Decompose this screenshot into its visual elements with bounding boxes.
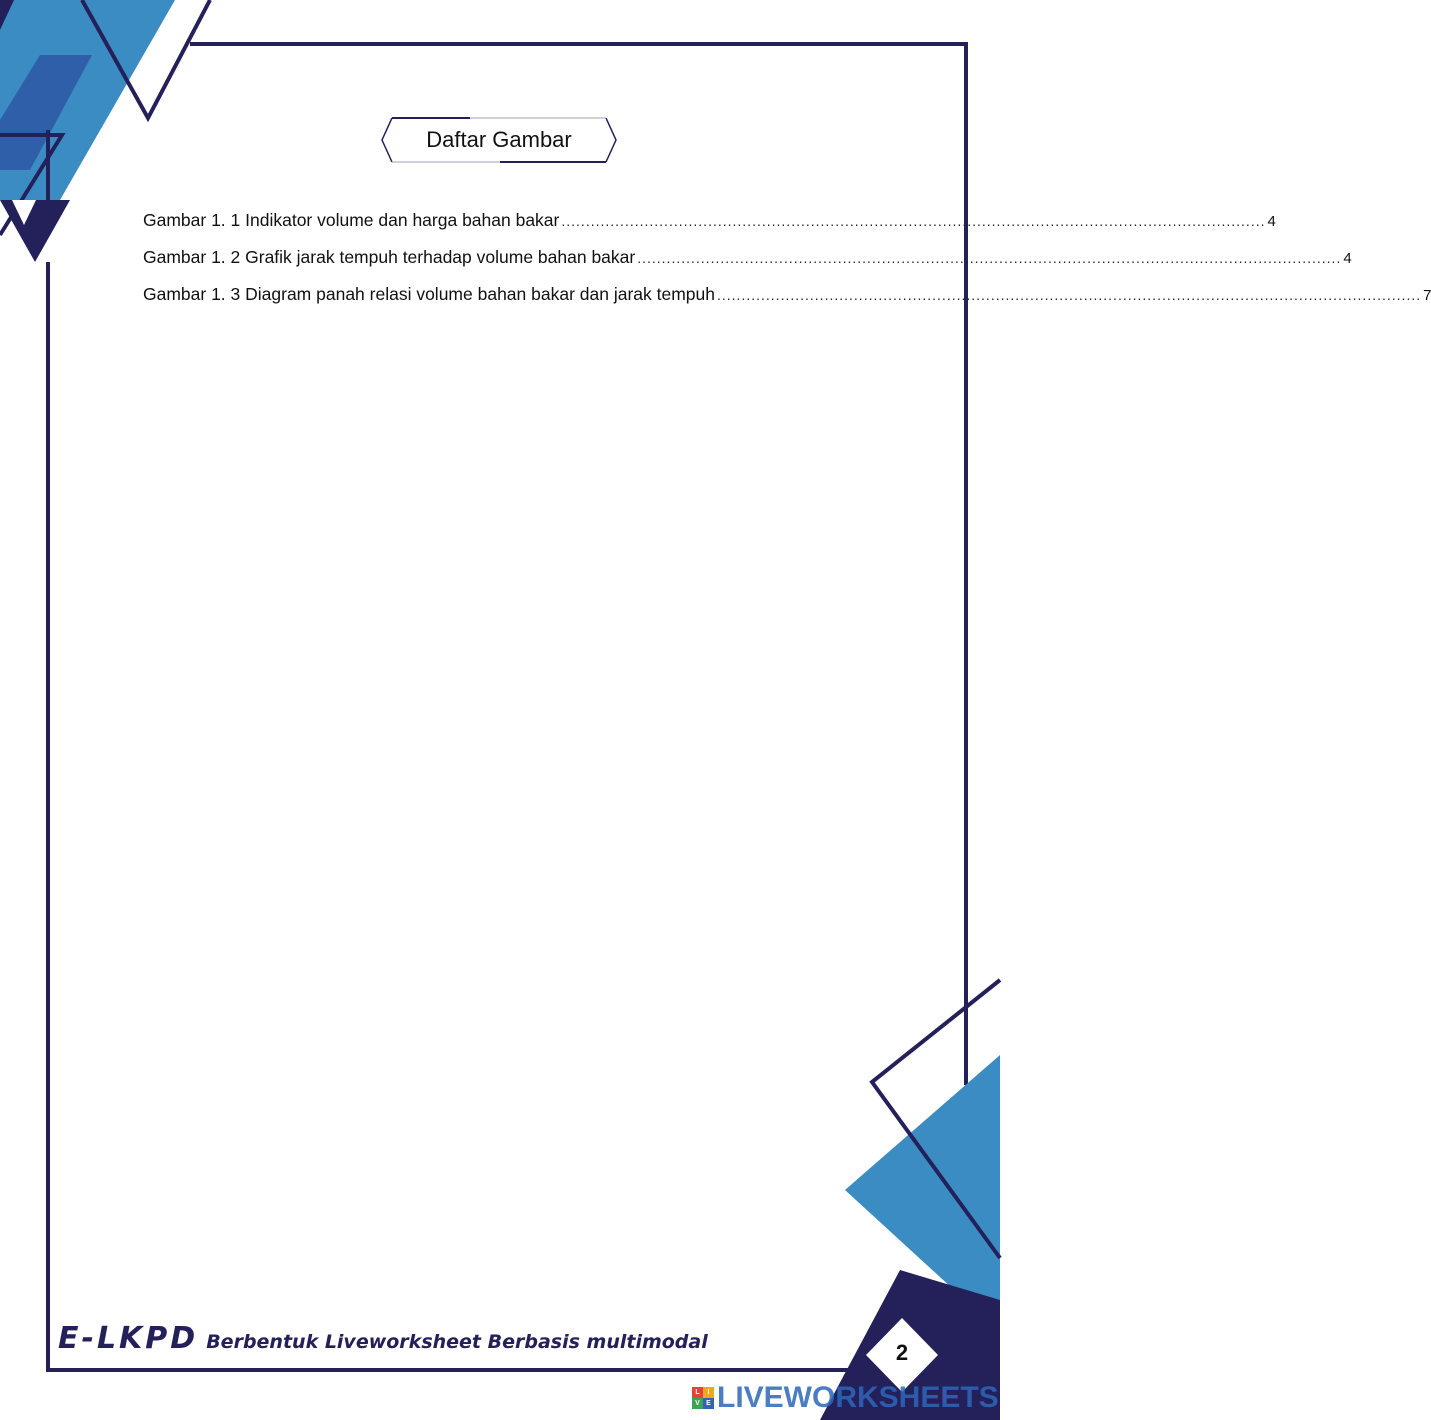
liveworksheets-logo-icon: L I V E	[692, 1387, 714, 1409]
toc-leader-dots: ................................................................................................................................................	[637, 250, 1342, 266]
toc-entry[interactable]	[143, 247, 1352, 284]
toc-entry-label: Gambar 1. 1 Indikator volume dan harga bahan bakar	[143, 210, 560, 230]
page-title: Daftar Gambar	[426, 127, 572, 152]
bottom-right-blue-shape	[845, 1055, 1000, 1300]
border-frame	[48, 262, 940, 1370]
toc-leader-dots: ................................................................................................................................................	[561, 213, 1266, 229]
footer-brand: E-LKPD	[58, 1321, 199, 1356]
footer-title	[58, 1321, 708, 1356]
title-banner	[380, 117, 618, 163]
toc-entry-page: 7	[1423, 287, 1431, 304]
figure-list	[143, 210, 1431, 321]
toc-leader-dots: ................................................................................................................................................	[717, 287, 1422, 303]
border-top-right	[190, 44, 966, 1085]
watermark-text: LIVEWORKSHEETS	[717, 1381, 999, 1414]
toc-entry[interactable]	[143, 210, 1276, 247]
toc-entry-label: Gambar 1. 2 Grafik jarak tempuh terhadap volume bahan bakar	[143, 247, 636, 267]
toc-entry-page: 4	[1267, 213, 1276, 230]
liveworksheets-watermark	[692, 1380, 999, 1416]
footer-subtitle: Berbentuk Liveworksheet Berbasis multimodal	[206, 1331, 708, 1353]
toc-entry-page: 4	[1343, 250, 1352, 267]
top-left-down-triangle	[0, 200, 70, 262]
toc-entry[interactable]	[143, 284, 1431, 321]
toc-entry-label: Gambar 1. 3 Diagram panah relasi volume bahan bakar dan jarak tempuh	[143, 284, 715, 304]
page-number: 2	[895, 1340, 909, 1365]
